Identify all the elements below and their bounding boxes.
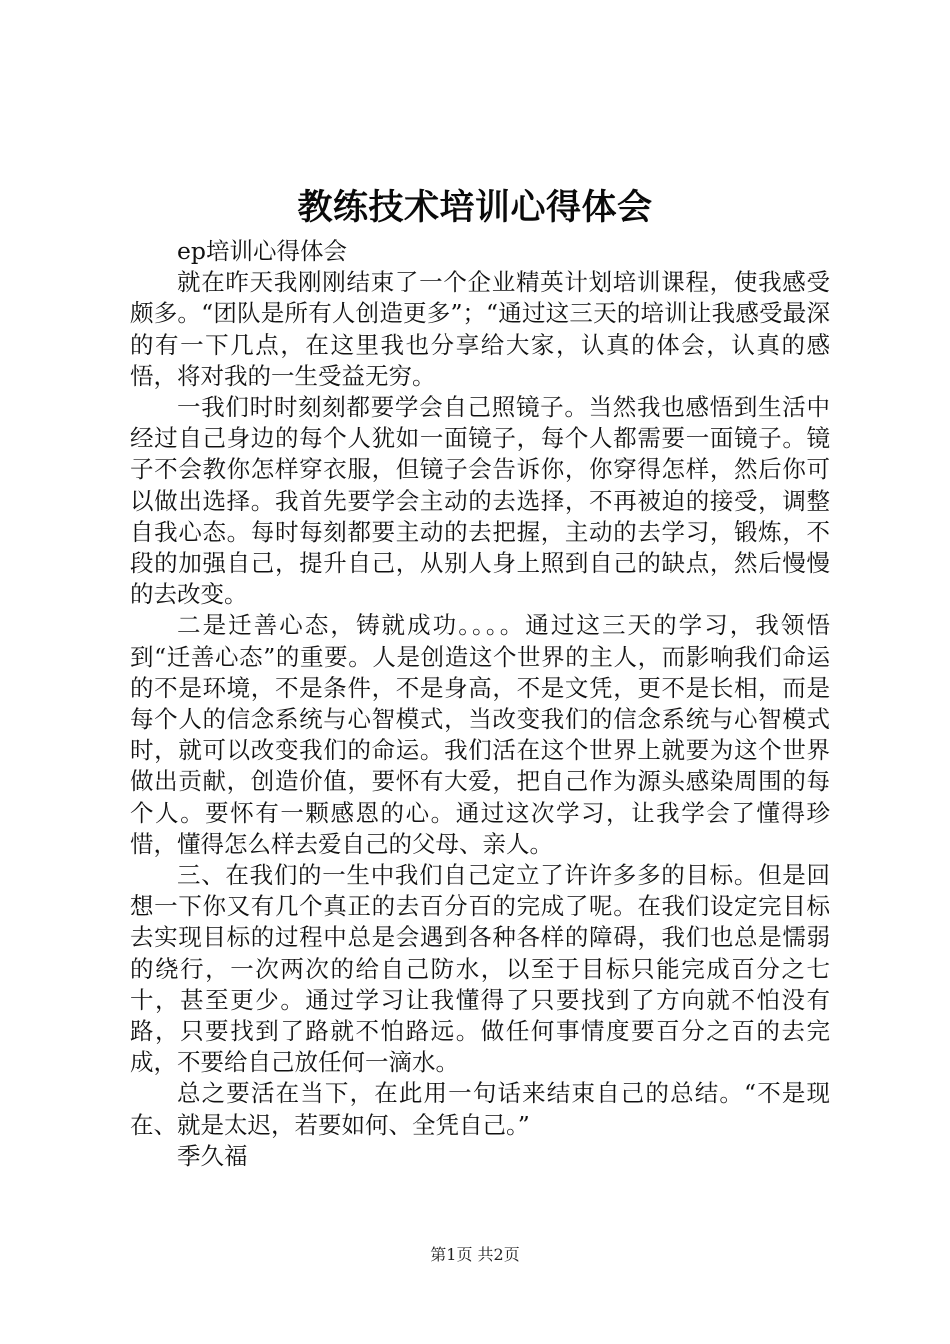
page-footer: 第1页 共2页 (430, 1245, 520, 1264)
paragraph-intro: 就在昨天我刚刚结束了一个企业精英计划培训课程，使我感受颇多。“团队是所有人创造更多”；“通过这三天的培训让我感受最深的有一下几点，在这里我也分享给大家，认真的体会，认真的感悟，将对我的一生受益无穷。 (130, 268, 830, 390)
paragraph-conclusion: 总之要活在当下，在此用一句话来结束自己的总结。“不是现在、就是太迟，若要如何、全凭自己。” (130, 1079, 830, 1139)
paragraph-point-three: 三、在我们的一生中我们自己定立了许许多多的目标。但是回想一下你又有几个真正的去百分百的完成了呢。在我们设定完目标去实现目标的过程中总是会遇到各种各样的障碍，我们也总是懦弱的绕行，一次两次的给自己防水，以至于目标只能完成百分之七十，甚至更少。通过学习让我懂得了只要找到了方向就不怕没有路，只要找到了路就不怕路远。做任何事情度要百分之百的去完成，不要给自己放任何一滴水。 (130, 861, 830, 1077)
paragraph-point-one: 一我们时时刻刻都要学会自己照镜子。当然我也感悟到生活中经过自己身边的每个人犹如一面镜子，每个人都需要一面镜子。镜子不会教你怎样穿衣服，但镜子会告诉你，你穿得怎样，然后你可以做出选择。我首先要学会主动的去选择，不再被迫的接受，调整自我心态。每时每刻都要主动的去把握，主动的去学习，锻炼，不段的加强自己，提升自己，从别人身上照到自己的缺点，然后慢慢的去改变。 (130, 393, 830, 609)
document-title: 教练技术培训心得体会 (297, 188, 653, 228)
document-body (130, 236, 830, 1172)
paragraph-author: 季久福 (177, 1141, 248, 1170)
paragraph-subtitle: ep培训心得体会 (177, 237, 347, 265)
paragraph-point-two: 二是迁善心态，铸就成功。。。。通过这三天的学习，我领悟到“迁善心态”的重要。人是创造这个世界的主人，而影响我们命运的不是环境，不是条件，不是身高，不是文凭，更不是长相，而是每个人的信念系统与心智模式，当改变我们的信念系统与心智模式时，就可以改变我们的命运。我们活在这个世界上就要为这个世界做出贡献，创造价值，要怀有大爱，把自己作为源头感染周围的每个人。要怀有一颗感恩的心。通过这次学习，让我学会了懂得珍惜，懂得怎么样去爱自己的父母、亲人。 (130, 611, 830, 858)
